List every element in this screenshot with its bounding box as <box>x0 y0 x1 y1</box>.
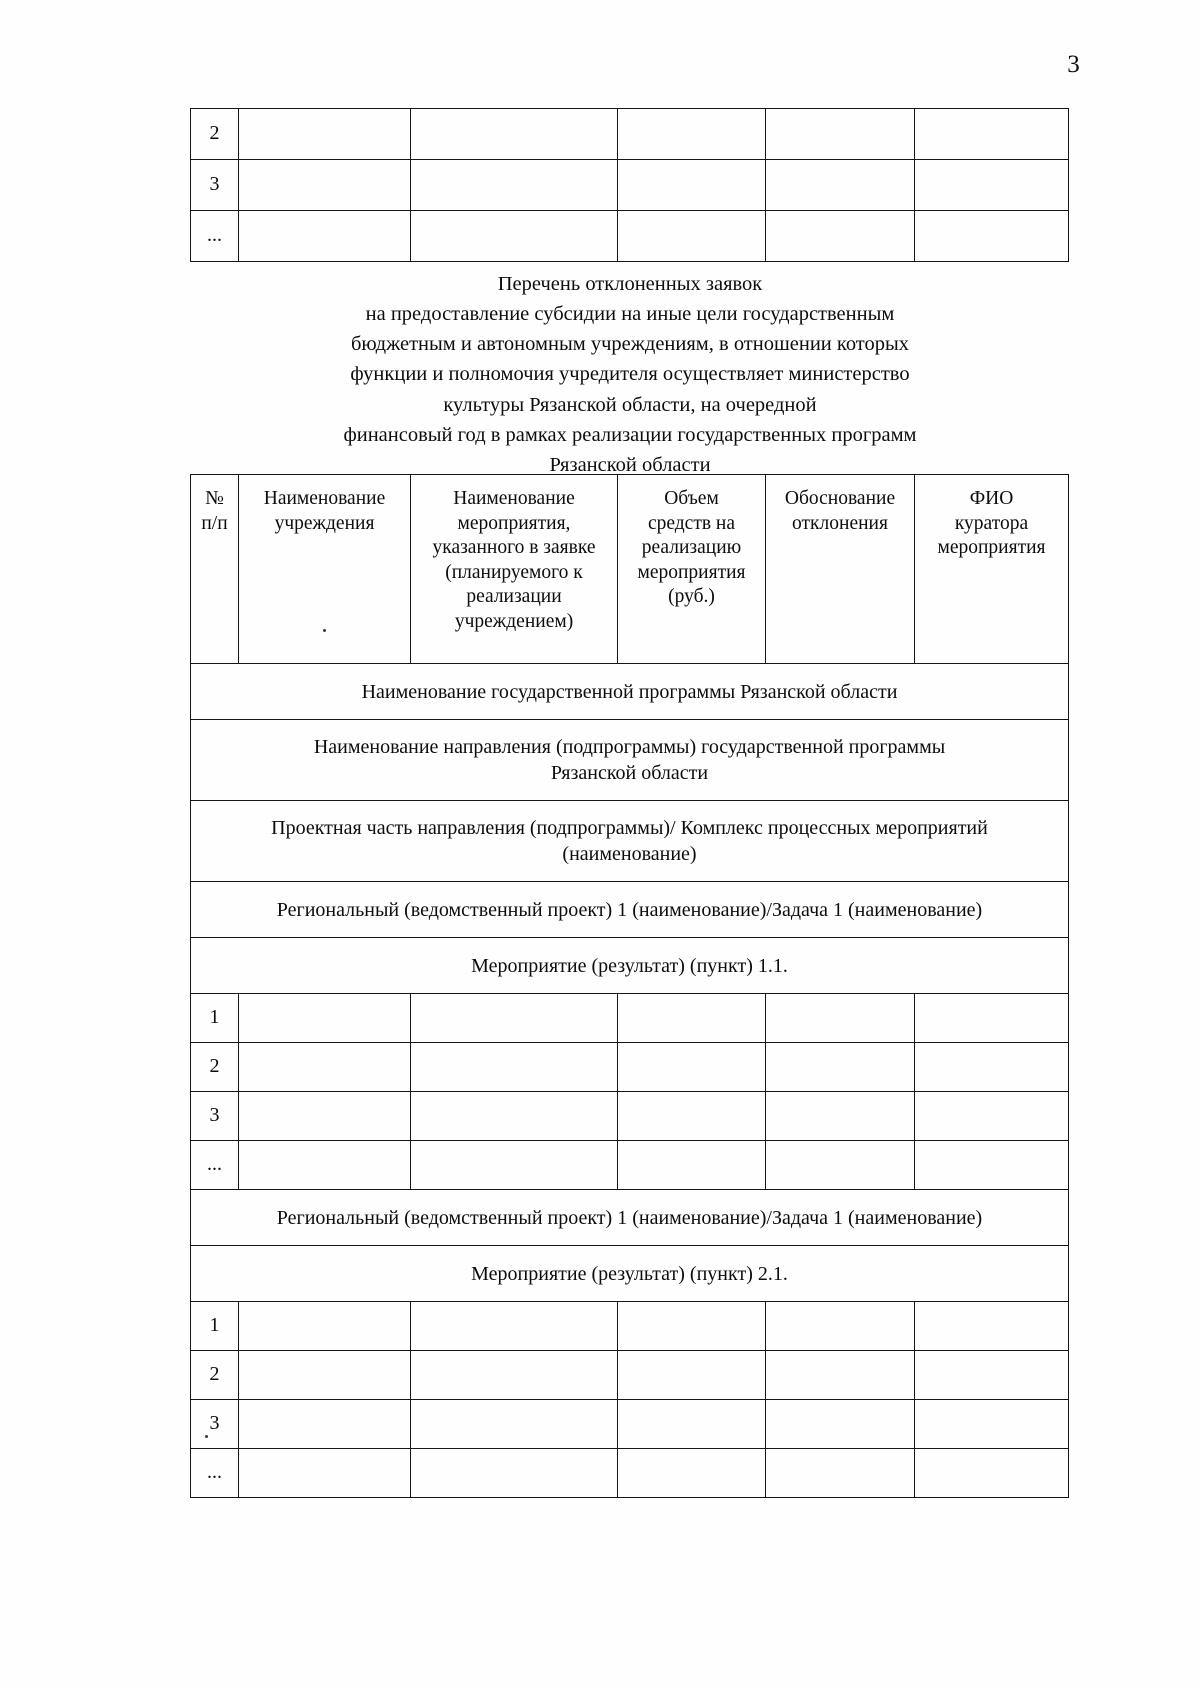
cell-curator <box>915 994 1069 1043</box>
header-number-line1: № <box>205 488 224 509</box>
section-measure-1: Мероприятие (результат) (пункт) 1.1. <box>191 938 1069 994</box>
cell-institution <box>239 109 411 160</box>
scan-artifact-speck <box>205 1435 208 1438</box>
cell-institution <box>239 1400 411 1449</box>
header-curator <box>915 475 1069 664</box>
header-event-line2: мероприятия, <box>457 512 571 534</box>
cell-institution <box>239 1351 411 1400</box>
cell-institution <box>239 1092 411 1141</box>
row-number: 2 <box>191 1351 239 1400</box>
header-event-line5: реализации <box>466 586 562 608</box>
header-justification-line2: отклонения <box>792 512 888 534</box>
cell-event <box>411 994 618 1043</box>
cell-institution <box>239 160 411 211</box>
row-number: ... <box>191 211 239 262</box>
header-institution-line1: Наименование <box>263 488 386 509</box>
cell-event <box>411 160 618 211</box>
header-event-line4: (планируемого к <box>445 561 583 583</box>
rejected-applications-table <box>190 474 1069 1498</box>
cell-amount <box>618 1302 766 1351</box>
row-number: 2 <box>191 1043 239 1092</box>
section-row-measure-2 <box>191 1246 1069 1302</box>
header-curator-line2: куратора <box>954 512 1029 534</box>
title-line-7: Рязанской области <box>549 453 711 476</box>
cell-justification <box>766 1141 915 1190</box>
cell-event <box>411 1351 618 1400</box>
cell-event <box>411 1400 618 1449</box>
cell-event <box>411 109 618 160</box>
section-row-regional-project-1 <box>191 882 1069 938</box>
cell-amount <box>618 1092 766 1141</box>
header-institution <box>239 475 411 664</box>
cell-event <box>411 1043 618 1092</box>
cell-amount <box>618 109 766 160</box>
header-justification-line1: Обоснование <box>784 488 896 509</box>
row-number: 3 <box>191 1092 239 1141</box>
row-number: 1 <box>191 994 239 1043</box>
row-number: ... <box>191 1141 239 1190</box>
section-direction-line2: Рязанской области <box>550 762 709 784</box>
row-number: 2 <box>191 109 239 160</box>
cell-justification <box>766 109 915 160</box>
section-program-name: Наименование государственной программы Рязанской области <box>191 664 1069 720</box>
cell-institution <box>239 1043 411 1092</box>
table-row <box>191 109 1069 160</box>
cell-institution <box>239 994 411 1043</box>
cell-amount <box>618 1351 766 1400</box>
title-line-6: финансовый год в рамках реализации государственных программ <box>343 423 917 446</box>
cell-event <box>411 211 618 262</box>
table-row <box>191 1449 1069 1498</box>
header-curator-line1: ФИО <box>969 488 1014 509</box>
section-project-part <box>191 801 1069 882</box>
table-row <box>191 1400 1069 1449</box>
header-amount-line2: средств на <box>647 512 736 534</box>
header-number-line2: п/п <box>201 512 228 534</box>
section-project-part-line2: (наименование) <box>562 843 697 865</box>
cell-curator <box>915 1302 1069 1351</box>
section-regional-project-2: Региональный (ведомственный проект) 1 (наименование)/Задача 1 (наименование) <box>191 1190 1069 1246</box>
section-measure-2: Мероприятие (результат) (пункт) 2.1. <box>191 1246 1069 1302</box>
cell-justification <box>766 1302 915 1351</box>
section-direction <box>191 720 1069 801</box>
cell-amount <box>618 1449 766 1498</box>
table-row <box>191 1043 1069 1092</box>
title-line-2: на предоставление субсидии на иные цели государственным <box>365 303 895 326</box>
cell-event <box>411 1092 618 1141</box>
cell-curator <box>915 211 1069 262</box>
row-number: 1 <box>191 1302 239 1351</box>
header-amount-line4: мероприятия <box>637 561 746 583</box>
cell-curator <box>915 109 1069 160</box>
header-amount <box>618 475 766 664</box>
cell-curator <box>915 1043 1069 1092</box>
header-event-line6: учреждением) <box>454 610 574 632</box>
header-curator-line3: мероприятия <box>937 537 1046 559</box>
cell-justification <box>766 994 915 1043</box>
cell-amount <box>618 1043 766 1092</box>
cell-justification <box>766 1400 915 1449</box>
header-event-line3: указанного в заявке <box>432 537 596 559</box>
section-row-regional-project-2 <box>191 1190 1069 1246</box>
cell-institution <box>239 1141 411 1190</box>
table-row <box>191 994 1069 1043</box>
cell-amount <box>618 160 766 211</box>
row-number: ... <box>191 1449 239 1498</box>
cell-curator <box>915 160 1069 211</box>
header-event-line1: Наименование <box>453 488 575 509</box>
title-line-3: бюджетным и автономным учреждениям, в отношении которых <box>350 333 910 356</box>
section-row-program <box>191 664 1069 720</box>
table-row <box>191 1351 1069 1400</box>
cell-curator <box>915 1092 1069 1141</box>
table-row <box>191 1302 1069 1351</box>
scan-artifact-speck <box>323 629 326 632</box>
cell-amount <box>618 211 766 262</box>
cell-amount <box>618 1141 766 1190</box>
section-direction-line1: Наименование направления (подпрограммы) государственной программы <box>313 736 946 758</box>
header-institution-line2: учреждения <box>274 512 375 534</box>
page-number: 3 <box>1067 51 1080 78</box>
cell-curator <box>915 1400 1069 1449</box>
section-row-measure-1 <box>191 938 1069 994</box>
cell-justification <box>766 1043 915 1092</box>
cell-justification <box>766 1351 915 1400</box>
table-row <box>191 211 1069 262</box>
cell-curator <box>915 1449 1069 1498</box>
section-row-project-part <box>191 801 1069 882</box>
section-row-direction <box>191 720 1069 801</box>
cell-justification <box>766 160 915 211</box>
cell-institution <box>239 1302 411 1351</box>
cell-institution <box>239 211 411 262</box>
cell-justification <box>766 1449 915 1498</box>
header-amount-line3: реализацию <box>641 537 742 559</box>
cell-justification <box>766 211 915 262</box>
section-project-part-line1: Проектная часть направления (подпрограммы)/ Комплекс процессных мероприятий <box>271 817 988 839</box>
section-regional-project-1: Региональный (ведомственный проект) 1 (наименование)/Задача 1 (наименование) <box>191 882 1069 938</box>
cell-curator <box>915 1351 1069 1400</box>
cell-curator <box>915 1141 1069 1190</box>
row-number: 3 <box>191 160 239 211</box>
table-row <box>191 160 1069 211</box>
title-line-5: культуры Рязанской области, на очередной <box>443 393 817 416</box>
header-justification <box>766 475 915 664</box>
header-amount-line5: (руб.) <box>668 586 715 608</box>
cell-institution <box>239 1449 411 1498</box>
continuation-table <box>190 108 1069 262</box>
cell-event <box>411 1141 618 1190</box>
cell-amount <box>618 1400 766 1449</box>
table-row <box>191 1141 1069 1190</box>
cell-event <box>411 1302 618 1351</box>
table-header-row <box>191 475 1069 664</box>
cell-justification <box>766 1092 915 1141</box>
row-number: 3 <box>191 1400 239 1449</box>
header-number <box>191 475 239 664</box>
cell-event <box>411 1449 618 1498</box>
header-event <box>411 475 618 664</box>
title-line-4: функции и полномочия учредителя осуществляет министерство <box>350 363 910 386</box>
header-amount-line1: Объем <box>664 488 719 509</box>
table-row <box>191 1092 1069 1141</box>
cell-amount <box>618 994 766 1043</box>
title-line-1: Перечень отклоненных заявок <box>497 273 763 295</box>
document-title <box>190 269 1070 480</box>
